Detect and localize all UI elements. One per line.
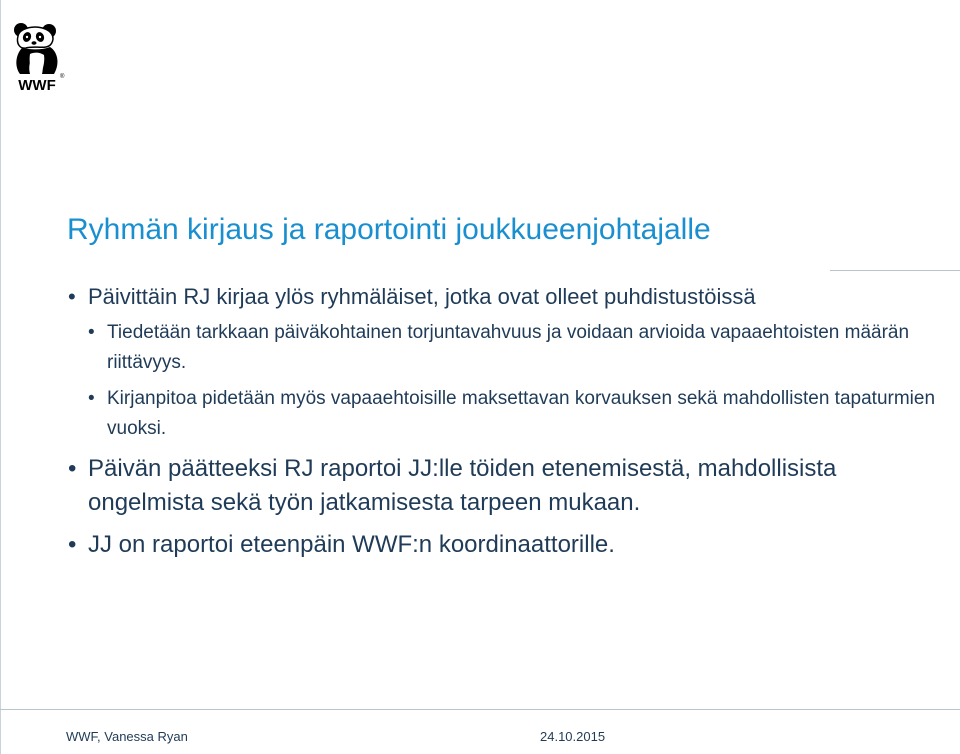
sub-bullet-item	[88, 318, 948, 378]
bullet-list	[68, 282, 948, 562]
title-divider	[830, 270, 960, 271]
bullet-text: Päivittäin RJ kirjaa ylös ryhmäläiset, jotka ovat olleet puhdistustöissä	[88, 284, 756, 309]
sub-bullet-text: Tiedetään tarkkaan päiväkohtainen torjuntavahvuus ja voidaan arvioida vapaaehtoisten määrän riittävyys.	[107, 322, 910, 373]
bullet-text: JJ on raportoi eteenpäin WWF:n koordinaattorille.	[88, 531, 615, 558]
slide-title: Ryhmän kirjaus ja raportointi joukkueenjohtajalle	[67, 213, 711, 246]
footer-author: WWF, Vanessa Ryan	[66, 729, 188, 744]
bullet-glyph: •	[68, 531, 77, 558]
logo-text: WWF	[18, 77, 56, 94]
footer-divider	[0, 709, 960, 710]
bullet-glyph: •	[68, 455, 77, 482]
sub-bullet-text: Kirjanpitoa pidetään myös vapaaehtoisille maksettavan korvauksen sekä mahdollisten tapaturmien vuoksi.	[107, 388, 936, 439]
left-border	[0, 0, 1, 754]
bullet-item	[68, 282, 948, 312]
bullet-item	[68, 452, 948, 520]
bullet-glyph: •	[88, 388, 95, 409]
wwf-logo	[12, 22, 66, 96]
bullet-item	[68, 528, 948, 562]
sub-bullet-item	[88, 384, 948, 444]
bullet-glyph: •	[88, 322, 95, 343]
bullet-glyph: •	[68, 284, 76, 309]
footer-date: 24.10.2015	[540, 729, 606, 744]
registered-mark: ®	[60, 74, 65, 80]
panda-icon	[12, 22, 65, 80]
bullet-text: Päivän päätteeksi RJ raportoi JJ:lle töiden etenemisestä, mahdollisista ongelmista sekä työn jatkamisesta tarpeen mukaan.	[88, 455, 837, 516]
